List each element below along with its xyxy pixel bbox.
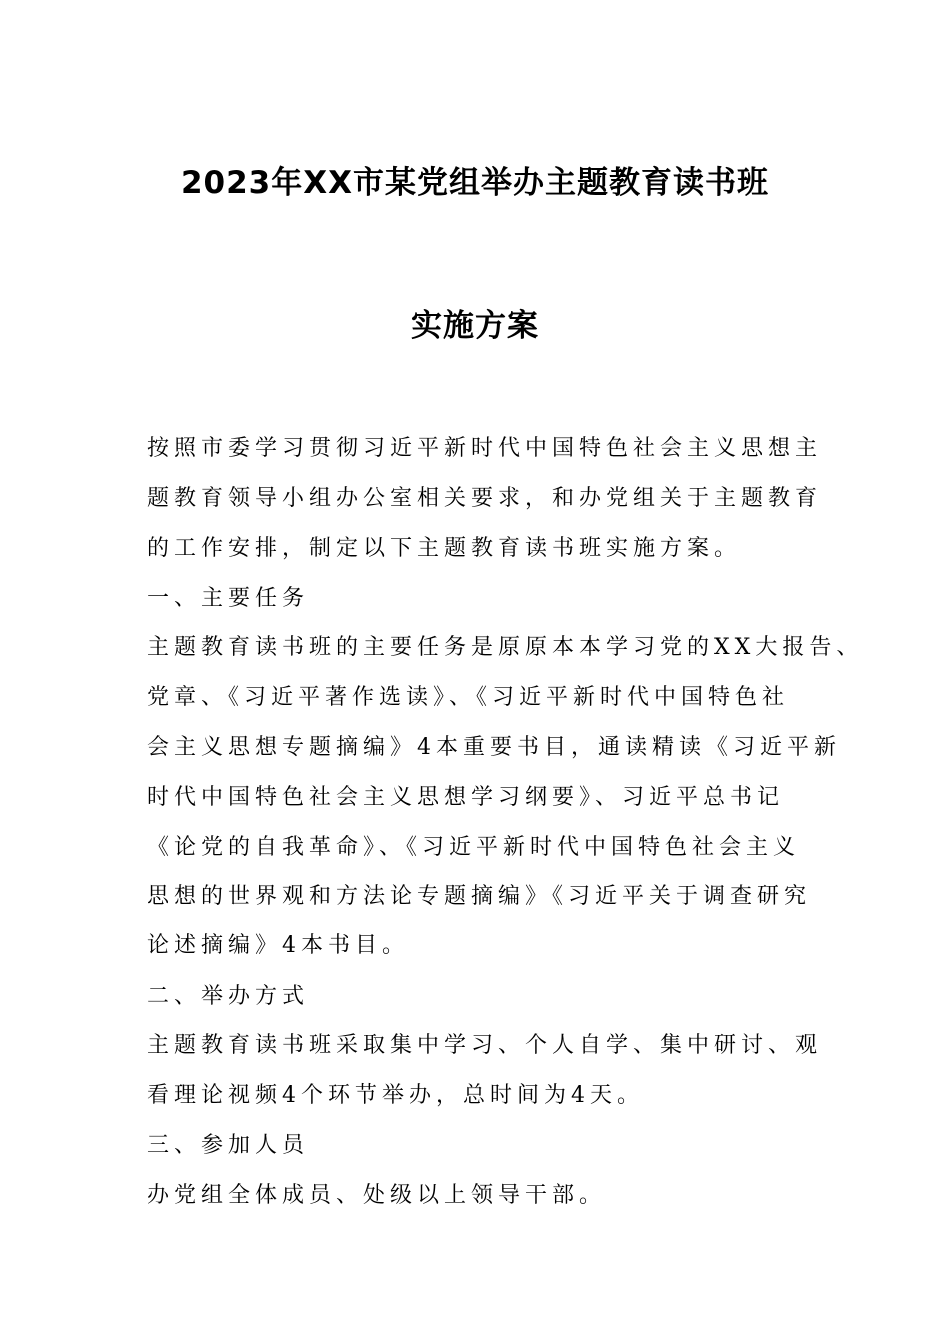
body-line: 看理论视频4个环节举办，总时间为4天。: [147, 1083, 644, 1108]
body-line: 按照市委学习贯彻习近平新时代中国特色社会主义思想主: [147, 436, 823, 461]
body-line: 时代中国特色社会主义思想学习纲要》、习近平总书记: [147, 785, 785, 810]
body-line: 会主义思想专题摘编》4本重要书目，通读精读《习近平新: [147, 735, 841, 760]
body-line: 题教育领导小组办公室相关要求，和办党组关于主题教育: [147, 486, 823, 511]
section-heading-1: 一、主要任务: [147, 586, 310, 611]
body-line: 主题教育读书班的主要任务是原原本本学习党的XX大报告、: [147, 635, 864, 660]
body-line: 《论党的自我革命》、《习近平新时代中国特色社会主义: [147, 835, 801, 860]
body-line: 办党组全体成员、处级以上领导干部。: [147, 1183, 607, 1208]
document-title-line-1: 2023年XX市某党组举办主题教育读书班: [180, 165, 770, 201]
document-title-line-2: 实施方案: [411, 308, 539, 344]
body-line: 党章、《习近平著作选读》、《习近平新时代中国特色社: [147, 685, 790, 710]
body-line: 主题教育读书班采取集中学习、个人自学、集中研讨、观: [147, 1033, 823, 1058]
section-heading-2: 二、举办方式: [147, 984, 310, 1009]
body-line: 思想的世界观和方法论专题摘编》《习近平关于调查研究: [147, 884, 812, 909]
section-heading-3: 三、参加人员: [147, 1133, 310, 1158]
body-line: 的工作安排，制定以下主题教育读书班实施方案。: [147, 536, 742, 561]
body-line: 论述摘编》4本书目。: [147, 933, 409, 958]
